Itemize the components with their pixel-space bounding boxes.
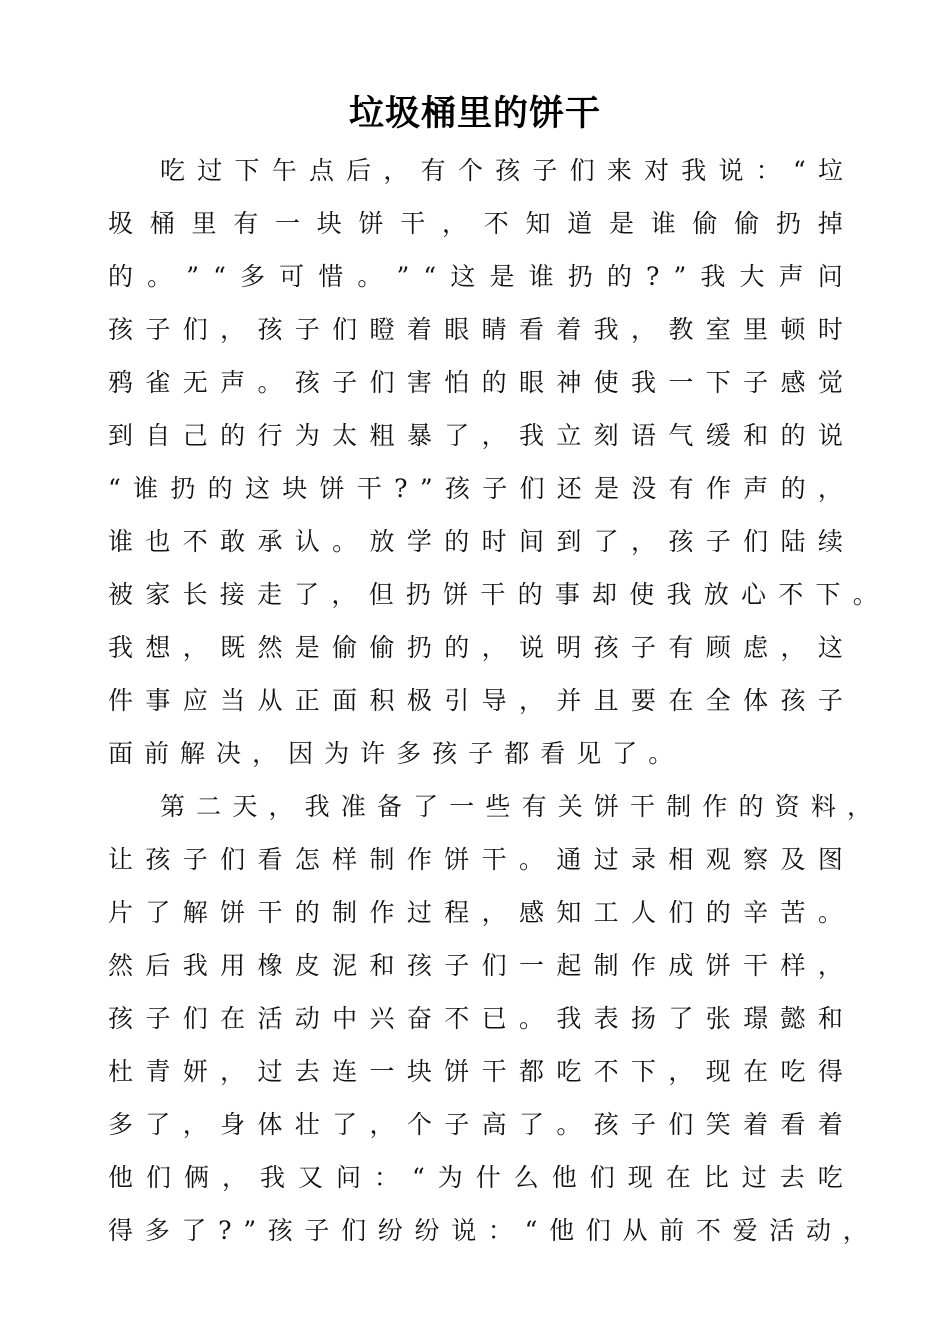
- text-line: “ 谁 扔 的 这 块 饼 干 ? ” 孩 子 们 还 是 没 有 作 声 的 ，: [108, 474, 843, 503]
- text-line: 他 们 俩 ， 我 又 问 ： “ 为 什 么 他 们 现 在 比 过 去 吃: [108, 1163, 843, 1192]
- text-line: 得 多 了 ? ” 孩 子 们 纷 纷 说 ： “ 他 们 从 前 不 爱 活 动 ，: [108, 1216, 868, 1245]
- text-line: 多 了 ， 身 体 壮 了 ， 个 子 高 了 。 孩 子 们 笑 着 看 着: [108, 1110, 843, 1139]
- text-line: 圾 桶 里 有 一 块 饼 干 ， 不 知 道 是 谁 偷 偷 扔 掉: [108, 209, 843, 238]
- text-line: 杜 青 妍 ， 过 去 连 一 块 饼 干 都 吃 不 下 ， 现 在 吃 得: [108, 1057, 843, 1086]
- text-line: 谁 也 不 敢 承 认 。 放 学 的 时 间 到 了 ， 孩 子 们 陆 续: [108, 527, 843, 556]
- text-line: 孩 子 们 在 活 动 中 兴 奋 不 已 。 我 表 扬 了 张 璟 懿 和: [108, 1004, 843, 1033]
- text-line: 的 。 ” “ 多 可 惜 。 ” “ 这 是 谁 扔 的 ? ” 我 大 声 问: [108, 262, 843, 291]
- text-line: 鸦 雀 无 声 。 孩 子 们 害 怕 的 眼 神 使 我 一 下 子 感 觉: [108, 368, 843, 397]
- text-line: 让 孩 子 们 看 怎 样 制 作 饼 干 。 通 过 录 相 观 察 及 图: [108, 845, 843, 874]
- text-line: 件 事 应 当 从 正 面 积 极 引 导 ， 并 且 要 在 全 体 孩 子: [108, 686, 843, 715]
- text-line: 到 自 己 的 行 为 太 粗 暴 了 ， 我 立 刻 语 气 缓 和 的 说: [108, 421, 843, 450]
- text-line: 被 家 长 接 走 了 ， 但 扔 饼 干 的 事 却 使 我 放 心 不 下 。: [108, 580, 878, 609]
- text-line: 我 想 ， 既 然 是 偷 偷 扔 的 ， 说 明 孩 子 有 顾 虑 ， 这: [108, 633, 843, 662]
- text-line: 片 了 解 饼 干 的 制 作 过 程 ， 感 知 工 人 们 的 辛 苦 。: [108, 898, 843, 927]
- document-title: 垃圾桶里的饼干: [348, 93, 601, 134]
- text-line: 面 前 解 决 ， 因 为 许 多 孩 子 都 看 见 了 。: [108, 739, 674, 768]
- text-line: 第 二 天 ， 我 准 备 了 一 些 有 关 饼 干 制 作 的 资 料 ，: [160, 792, 872, 821]
- text-line: 孩 子 们 ， 孩 子 们 瞪 着 眼 睛 看 着 我 ， 教 室 里 顿 时: [108, 315, 843, 344]
- text-line: 吃 过 下 午 点 后 ， 有 个 孩 子 们 来 对 我 说 ： “ 垃: [160, 156, 843, 185]
- text-line: 然 后 我 用 橡 皮 泥 和 孩 子 们 一 起 制 作 成 饼 干 样 ，: [108, 951, 843, 980]
